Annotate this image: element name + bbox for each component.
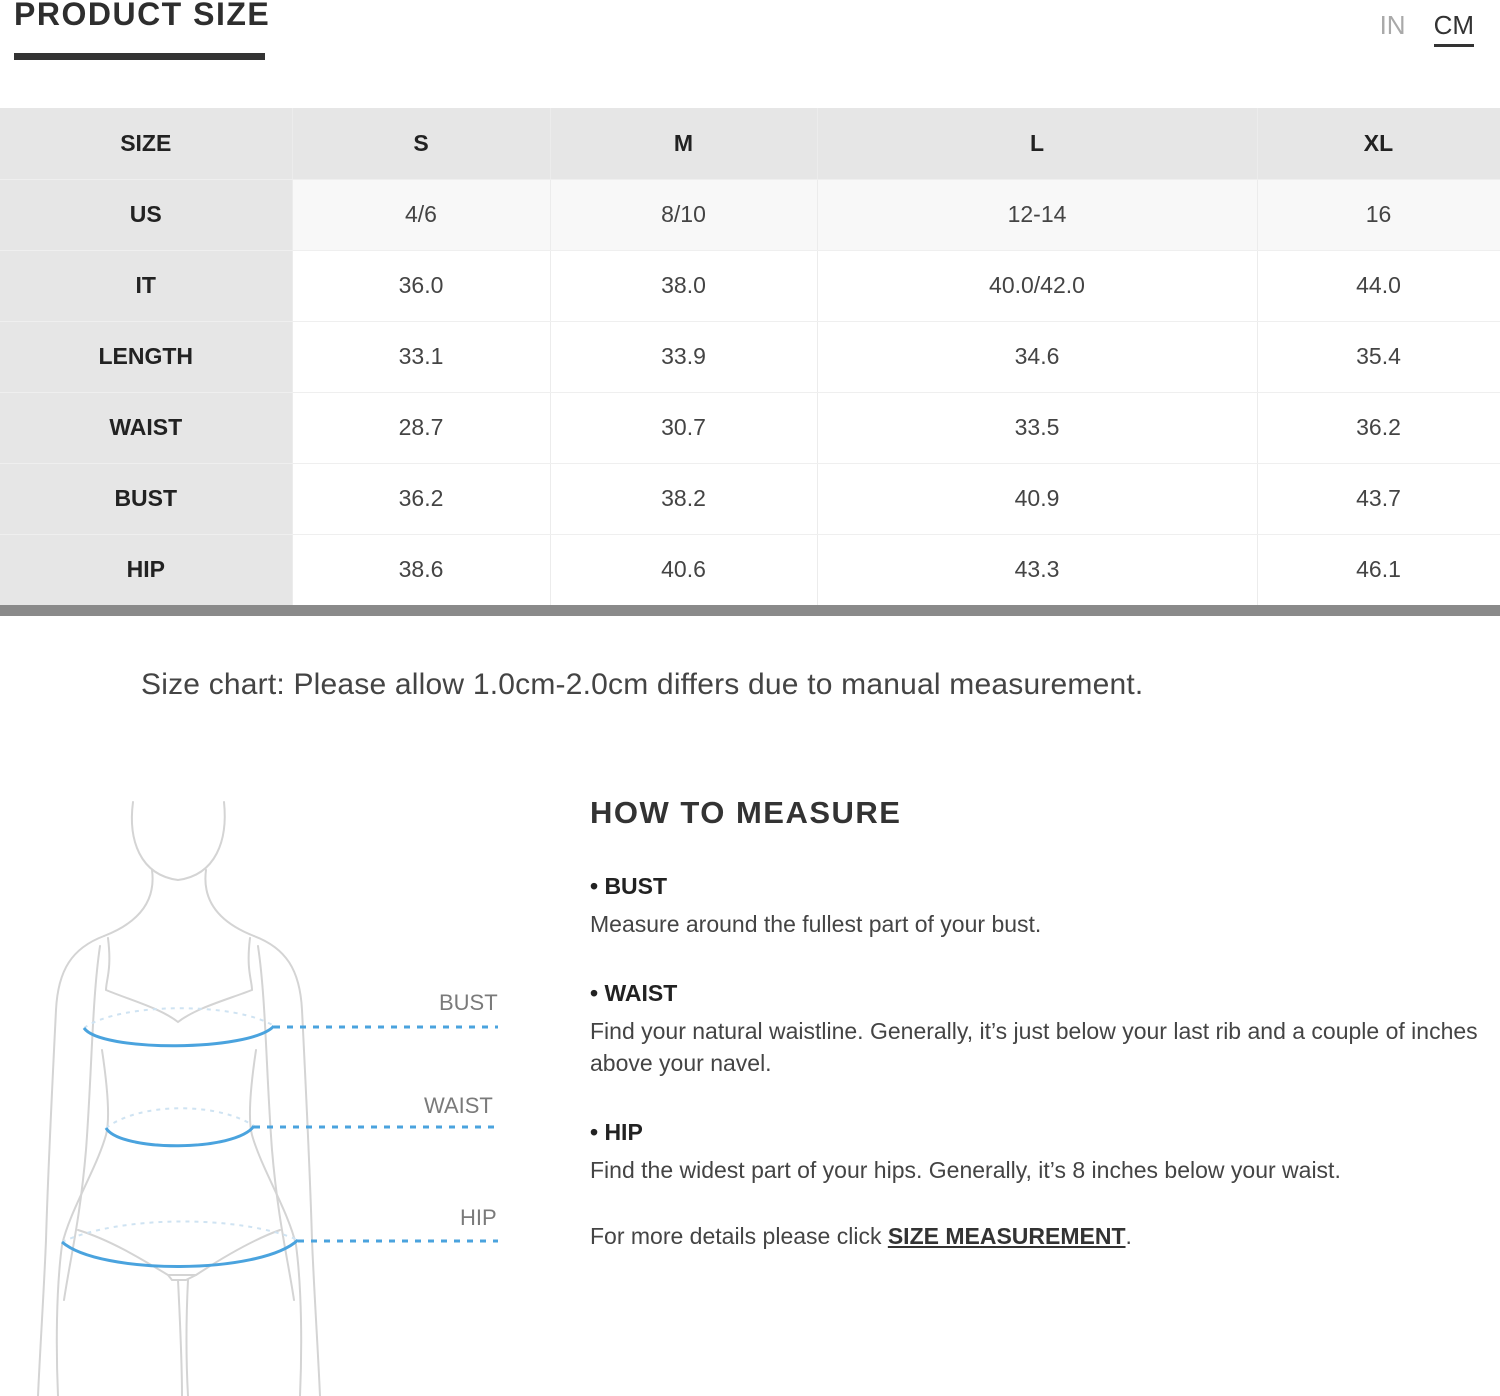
body-measurement-figure [0, 790, 540, 1396]
hip-label: HIP [460, 1205, 497, 1230]
table-cell: 36.0 [292, 250, 550, 321]
measure-item-waist [590, 980, 1490, 1079]
measure-item-description: Measure around the fullest part of your bust. [590, 911, 1042, 937]
table-cell: 40.6 [550, 534, 817, 605]
table-cell: 30.7 [550, 392, 817, 463]
table-row [0, 250, 1500, 321]
how-to-measure-title: HOW TO MEASURE [590, 795, 902, 830]
bust-line [84, 1026, 274, 1046]
table-cell: 33.5 [817, 392, 1257, 463]
table-cell: 38.6 [292, 534, 550, 605]
table-header-row [0, 108, 1500, 179]
table-cell: 16 [1257, 179, 1500, 250]
table-cell: 46.1 [1257, 534, 1500, 605]
column-header: M [550, 108, 817, 179]
table-cell: 4/6 [292, 179, 550, 250]
measure-item-description: Find the widest part of your hips. Generally, it’s 8 inches below your waist. [590, 1157, 1341, 1183]
waist-line [106, 1126, 254, 1146]
measure-item-heading: • WAIST [590, 980, 678, 1006]
measure-item-heading: • HIP [590, 1119, 643, 1145]
how-to-measure-section [590, 795, 1490, 1249]
table-cell: 12-14 [817, 179, 1257, 250]
unit-cm-button[interactable]: CM [1434, 10, 1474, 47]
table-cell: 38.0 [550, 250, 817, 321]
measure-item-description: Find your natural waistline. Generally, it’s just below your last rib and a couple of inches above your navel. [590, 1018, 1478, 1076]
title-underline [14, 53, 265, 60]
table-cell: 33.9 [550, 321, 817, 392]
table-row [0, 463, 1500, 534]
column-header: L [817, 108, 1257, 179]
row-header: BUST [0, 463, 292, 534]
table-cell: 34.6 [817, 321, 1257, 392]
table-cell: 33.1 [292, 321, 550, 392]
table-cell: 40.9 [817, 463, 1257, 534]
table-cell: 36.2 [292, 463, 550, 534]
row-header: HIP [0, 534, 292, 605]
table-cell: 43.7 [1257, 463, 1500, 534]
table-cell: 40.0/42.0 [817, 250, 1257, 321]
hip-line [62, 1240, 298, 1267]
bust-label: BUST [439, 990, 498, 1015]
table-row [0, 534, 1500, 605]
measure-item-heading: • BUST [590, 873, 668, 899]
row-header: LENGTH [0, 321, 292, 392]
table-row [0, 321, 1500, 392]
column-header: XL [1257, 108, 1500, 179]
column-header: S [292, 108, 550, 179]
row-header: US [0, 179, 292, 250]
table-bottom-bar [0, 605, 1500, 616]
unit-toggle [1380, 10, 1474, 47]
table-cell: 43.3 [817, 534, 1257, 605]
more-details-prefix: For more details please click [590, 1223, 888, 1249]
page-title: PRODUCT SIZE [14, 0, 271, 32]
table-cell: 8/10 [550, 179, 817, 250]
size-table [0, 108, 1500, 606]
table-cell: 35.4 [1257, 321, 1500, 392]
measure-item-hip [590, 1119, 1490, 1186]
table-row [0, 392, 1500, 463]
table-cell: 44.0 [1257, 250, 1500, 321]
size-measurement-link[interactable]: SIZE MEASUREMENT [887, 1223, 1126, 1249]
table-cell: 38.2 [550, 463, 817, 534]
table-cell: 28.7 [292, 392, 550, 463]
measurement-note: Size chart: Please allow 1.0cm-2.0cm differs due to manual measurement. [141, 668, 1144, 701]
measure-item-bust [590, 873, 1490, 940]
row-header: WAIST [0, 392, 292, 463]
table-row [0, 179, 1500, 250]
unit-in-button[interactable]: IN [1379, 10, 1406, 40]
more-details-suffix: . [1125, 1223, 1132, 1249]
waist-label: WAIST [424, 1093, 493, 1118]
column-header: SIZE [0, 108, 292, 179]
table-cell: 36.2 [1257, 392, 1500, 463]
more-details [590, 1223, 1132, 1250]
row-header: IT [0, 250, 292, 321]
